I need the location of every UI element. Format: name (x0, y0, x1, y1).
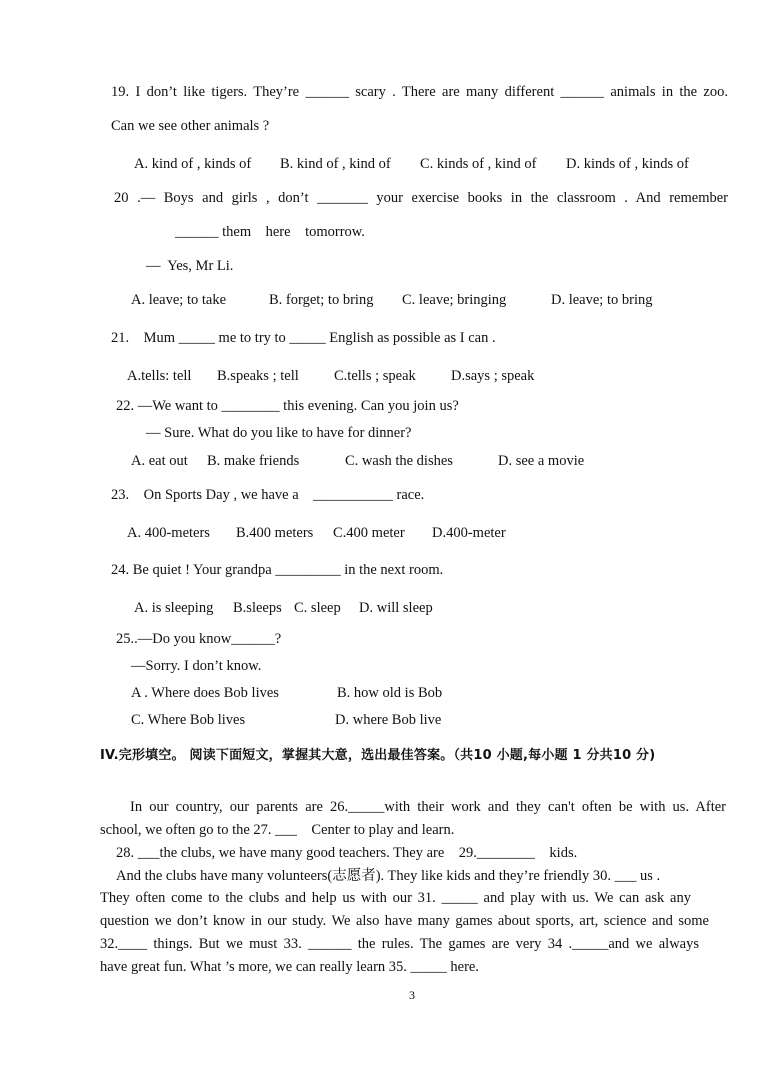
question-19-option-b: B. kind of , kind of (280, 156, 391, 172)
question-25-option-c: C. Where Bob lives (131, 712, 246, 728)
question-20-option-d: D. leave; to bring (551, 292, 653, 308)
question-24-option-c: C. sleep (294, 600, 341, 616)
question-19-line-1: 19. I don’t like tigers. They’re ______ scary . There are many different ______ animals in the zoo. (111, 84, 728, 100)
passage-line-7: 32.____ things. But we must 33. ______ the rules. The games are very 34 ._____and we always (100, 936, 699, 952)
question-24-option-a: A. is sleeping (134, 600, 214, 616)
question-22-option-b: B. make friends (207, 453, 300, 469)
question-23-option-d: D.400-meter (432, 525, 506, 541)
passage-line-2: school, we often go to the 27. ___ Center to play and learn. (100, 822, 455, 838)
question-19-line-2: Can we see other animals ? (111, 118, 270, 134)
question-20-option-b: B. forget; to bring (269, 292, 374, 308)
passage-line-8: have great fun. What ’s more, we can really learn 35. _____ here. (100, 959, 479, 975)
question-23-option-a: A. 400-meters (127, 525, 210, 541)
question-24-line-1: 24. Be quiet ! Your grandpa _________ in the next room. (111, 562, 444, 578)
question-23-line-1: 23. On Sports Day , we have a ___________ race. (111, 487, 425, 503)
question-25-line-1: 25..—Do you know______? (116, 631, 282, 647)
question-25-option-d: D. where Bob live (335, 712, 442, 728)
passage-line-1: In our country, our parents are 26._____with their work and they can't often be with us. After (130, 799, 726, 815)
question-20-line-2: ______ them here tomorrow. (175, 224, 365, 240)
section-4-heading: IV.完形填空。 阅读下面短文，掌握其大意，选出最佳答案。（共10 小题,每小题 1 分共10 分) (100, 748, 656, 763)
passage-line-4: And the clubs have many volunteers(志愿者). They like kids and they’re friendly 30. ___ us . (116, 868, 661, 884)
question-20-line-1: 20 .— Boys and girls , don’t _______ your exercise books in the classroom . And remember (114, 190, 728, 206)
question-22-option-c: C. wash the dishes (345, 453, 453, 469)
question-21-line-1: 21. Mum _____ me to try to _____ English as possible as I can . (111, 330, 496, 346)
question-22-line-2: — Sure. What do you like to have for dinner? (146, 425, 412, 441)
question-22-option-a: A. eat out (131, 453, 188, 469)
question-21-option-a: A.tells: tell (127, 368, 192, 384)
passage-line-3: 28. ___the clubs, we have many good teachers. They are 29.________ kids. (116, 845, 578, 861)
passage-line-6: question we don’t know in our study. We also have many games about sports, art, science and some (100, 913, 709, 929)
question-25-option-b: B. how old is Bob (337, 685, 443, 701)
question-25-line-2: —Sorry. I don’t know. (131, 658, 262, 674)
question-22-option-d: D. see a movie (498, 453, 585, 469)
question-24-option-b: B.sleeps (233, 600, 282, 616)
question-22-line-1: 22. —We want to ________ this evening. Can you join us? (116, 398, 459, 414)
question-20-line-3: — Yes, Mr Li. (146, 258, 234, 274)
question-21-option-c: C.tells ; speak (334, 368, 416, 384)
question-20-option-c: C. leave; bringing (402, 292, 507, 308)
question-25-option-a: A . Where does Bob lives (131, 685, 279, 701)
question-19-option-c: C. kinds of , kind of (420, 156, 537, 172)
question-23-option-c: C.400 meter (333, 525, 405, 541)
page-number: 3 (409, 988, 415, 1002)
question-21-option-b: B.speaks ; tell (217, 368, 299, 384)
question-20-option-a: A. leave; to take (131, 292, 227, 308)
question-19-option-d: D. kinds of , kinds of (566, 156, 689, 172)
question-21-option-d: D.says ; speak (451, 368, 535, 384)
question-19-option-a: A. kind of , kinds of (134, 156, 252, 172)
question-24-option-d: D. will sleep (359, 600, 433, 616)
question-23-option-b: B.400 meters (236, 525, 314, 541)
passage-line-5: They often come to the clubs and help us with our 31. _____ and play with us. We can ask any (100, 890, 691, 906)
